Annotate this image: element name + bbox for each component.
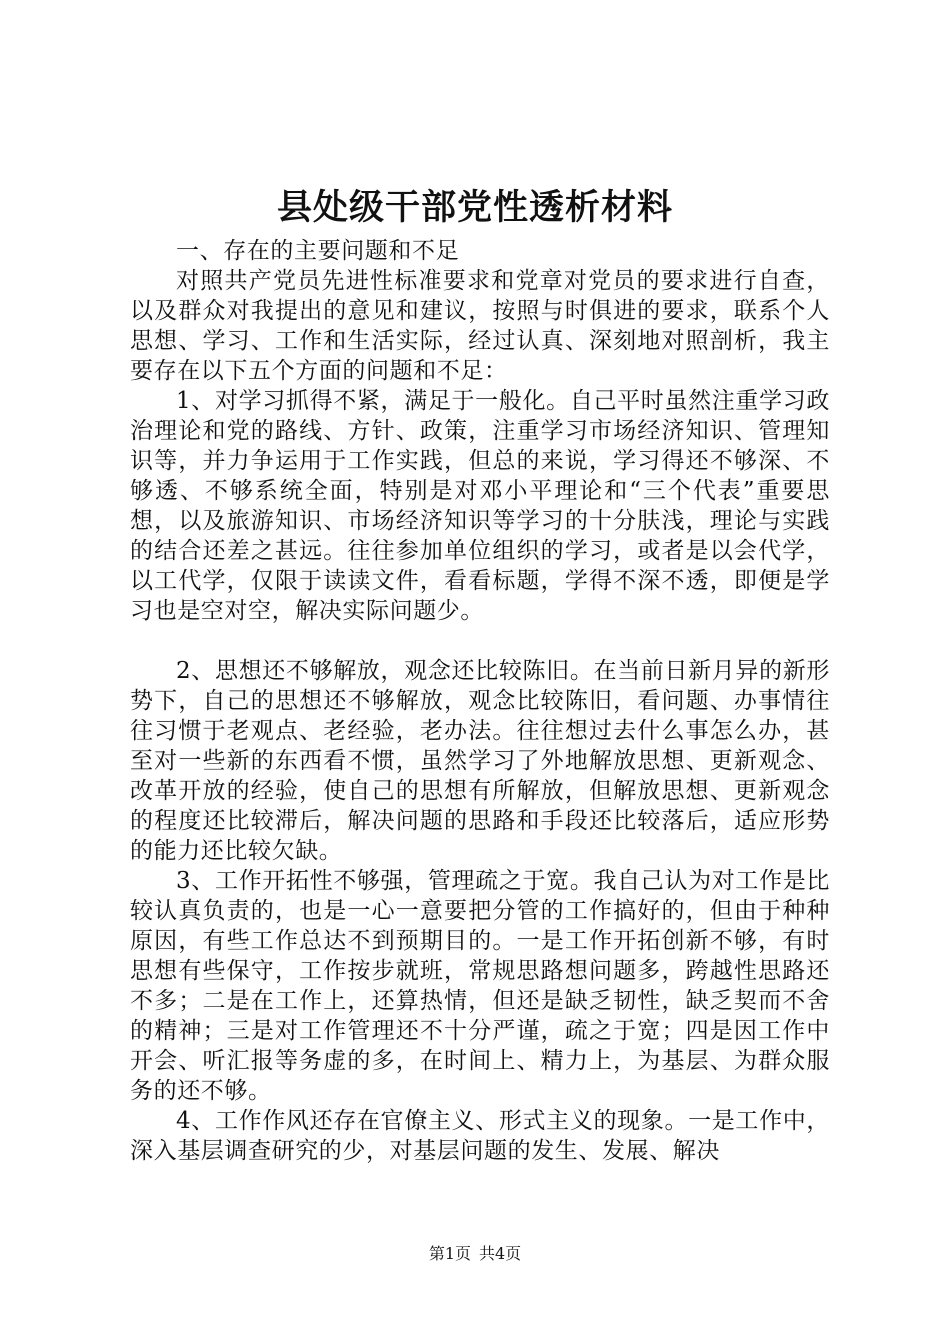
- paragraph-style: 4、工作作风还存在官僚主义、形式主义的现象。一是工作中，深入基层调查研究的少，对基层问题的发生、发展、解决: [130, 1108, 830, 1164]
- section-heading: 一、存在的主要问题和不足: [176, 238, 460, 264]
- paragraph-study: 1、对学习抓得不紧，满足于一般化。自己平时虽然注重学习政治理论和党的路线、方针、政策，注重学习市场经济知识、管理知识等，并力争运用于工作实践，但总的来说，学习得还不够深、不够透、不够系统全面，特别是对邓小平理论和“三个代表”重要思想，以及旅游知识、市场经济知识等学习的十分肤浅，理论与实践的结合还差之甚远。往往参加单位组织的学习，或者是以会代学，以工代学，仅限于读读文件，看看标题，学得不深不透，即便是学习也是空对空，解决实际问题少。: [130, 388, 830, 624]
- page-total: 共4页: [479, 1244, 522, 1263]
- paragraph-intro: 对照共产党员先进性标准要求和党章对党员的要求进行自查，以及群众对我提出的意见和建议，按照与时俱进的要求，联系个人思想、学习、工作和生活实际，经过认真、深刻地对照剖析，我主要存在以下五个方面的问题和不足：: [130, 268, 830, 384]
- page-number: 第1页: [428, 1244, 471, 1263]
- document-body: [130, 236, 830, 1166]
- paragraph-thinking: 2、思想还不够解放，观念还比较陈旧。在当前日新月异的新形势下，自己的思想还不够解放，观念比较陈旧，看问题、办事情往往习惯于老观点、老经验，老办法。往往想过去什么事怎么办，甚至对一些新的东西看不惯，虽然学习了外地解放思想、更新观念、改革开放的经验，使自己的思想有所解放，但解放思想、更新观念的程度还比较滞后，解决问题的思路和手段还比较落后，适应形势的能力还比较欠缺。: [130, 658, 830, 864]
- paragraph-gap: [130, 626, 830, 656]
- paragraph-work: 3、工作开拓性不够强，管理疏之于宽。我自己认为对工作是比较认真负责的，也是一心一意要把分管的工作搞好的，但由于种种原因，有些工作总达不到预期目的。一是工作开拓创新不够，有时思想有些保守，工作按步就班，常规思路想问题多，跨越性思路还不多；二是在工作上，还算热情，但还是缺乏韧性，缺乏契而不舍的精神；三是对工作管理还不十分严谨，疏之于宽；四是因工作中开会、听汇报等务虚的多，在时间上、精力上，为基层、为群众服务的还不够。: [130, 868, 830, 1104]
- page-footer: [0, 1244, 950, 1264]
- document-title: 县处级干部党性透析材料: [276, 188, 673, 228]
